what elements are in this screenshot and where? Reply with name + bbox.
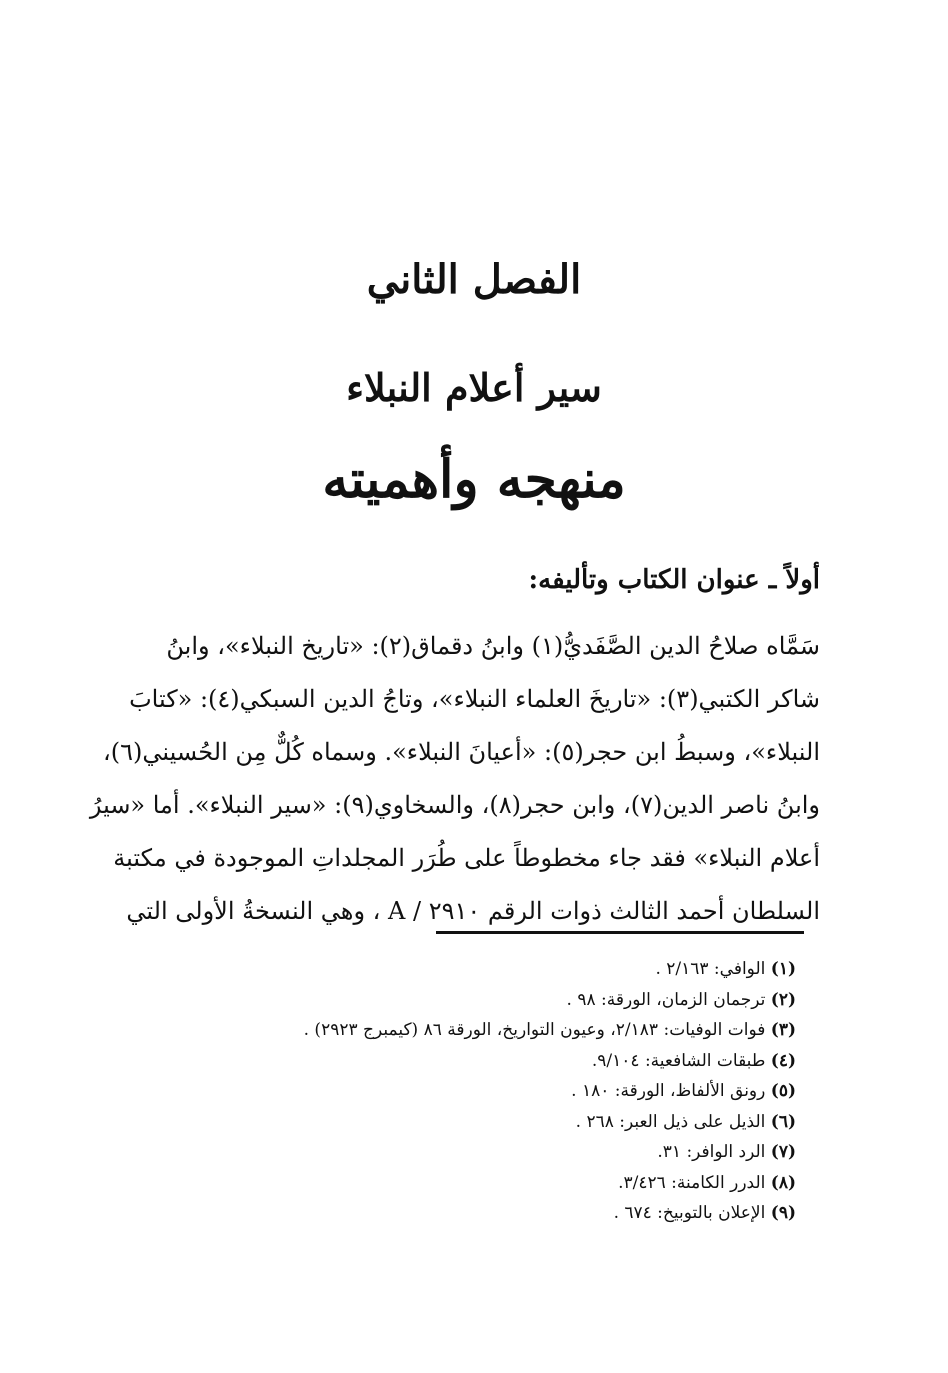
footnote-number: (١) [770, 959, 796, 979]
footnote-number: (٨) [770, 1172, 796, 1193]
chapter-title: الفصل الثاني [366, 256, 582, 303]
footnote-number: (٩) [770, 1203, 796, 1223]
footnote-text: الإعلان بالتوبيخ: ٦٧٤ . [613, 1203, 766, 1223]
body-line: وابنُ ناصر الدين(٧)، وابن حجر(٨)، والسخاوي(٩): «سير النبلاء». أما «سيرُ [89, 791, 820, 819]
footnotes [156, 954, 796, 1229]
footnote-7 [156, 1137, 796, 1168]
body-paragraph [89, 620, 820, 938]
body-line: شاكر الكتبي(٣): «تاريخَ العلماء النبلاء»، وتاجُ الدين السبكي(٤): «كتابَ [129, 685, 820, 713]
body-line: النبلاء»، وسبطُ ابن حجر(٥): «أعيانَ النبلاء». وسماه كُلٌّ مِن الحُسيني(٦)، [103, 738, 820, 766]
footnote-number: (٥) [770, 1081, 796, 1101]
body-line: أعلام النبلاء» فقد جاء مخطوطاً على طُرَر المجلداتِ الموجودة في مكتبة [113, 844, 820, 872]
footnote-text: الدرر الكامنة: ٣/٤٢٦. [618, 1172, 766, 1193]
footnote-number: (٢) [770, 989, 796, 1010]
footnote-text: ترجمان الزمان، الورقة: ٩٨ . [566, 989, 766, 1010]
footnote-9 [156, 1198, 796, 1229]
footnote-text: فوات الوفيات: ٢/١٨٣، وعيون التواريخ، الورقة ٨٦ (كيمبرج ٢٩٢٣) . [303, 1020, 766, 1040]
footnote-6 [156, 1107, 796, 1138]
body-line: السلطان أحمد الثالث ذوات الرقم ٢٩١٠ / A ، وهي النسخةُ الأولى التي [126, 897, 820, 925]
footnote-separator [436, 931, 804, 934]
footnote-3 [156, 1015, 796, 1046]
footnote-number: (٤) [770, 1050, 796, 1071]
footnote-text: طبقات الشافعية: ٩/١٠٤. [591, 1050, 766, 1071]
footnote-number: (٣) [770, 1020, 796, 1040]
footnote-text: رونق الألفاظ، الورقة: ١٨٠ . [571, 1081, 766, 1101]
book-title: سير أعلام النبلاء [346, 365, 602, 410]
footnote-text: الذيل على ذيل العبر: ٢٦٨ . [575, 1111, 766, 1132]
footnote-number: (٦) [770, 1111, 796, 1132]
chapter-subtitle: منهجه وأهميته [322, 449, 626, 510]
footnote-2 [156, 985, 796, 1016]
section-heading: أولاً ـ عنوان الكتاب وتأليفه: [528, 565, 820, 595]
footnote-8 [156, 1168, 796, 1199]
footnote-number: (٧) [770, 1142, 796, 1162]
footnote-text: الوافي: ٢/١٦٣ . [655, 959, 766, 979]
body-line: سَمَّاه صلاحُ الدين الصَّفَديُّ(١) وابنُ دقماق(٢): «تاريخ النبلاء»، وابنُ [166, 632, 820, 660]
footnote-5 [156, 1076, 796, 1107]
footnote-text: الرد الوافر: ٣١. [657, 1142, 766, 1162]
footnote-1 [156, 954, 796, 985]
footnote-4 [156, 1046, 796, 1077]
